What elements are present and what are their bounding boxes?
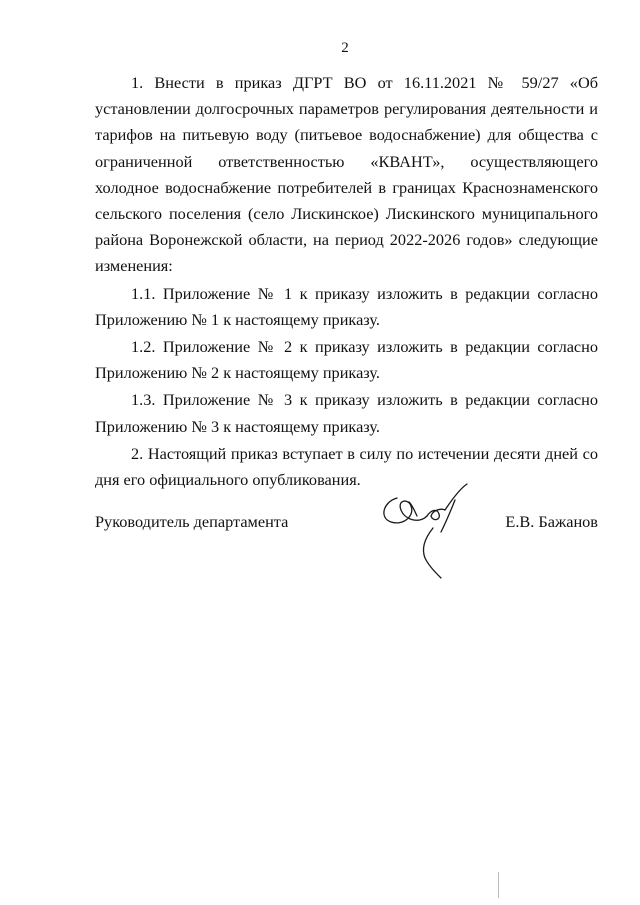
signatory-title: Руководитель департамента <box>95 512 289 531</box>
paragraph-item-1-1: 1.1. Приложение № 1 к приказу изложить в редакции согласно Приложению № 1 к настоящему приказу. <box>95 283 598 329</box>
paragraph-item-1-2: 1.2. Приложение № 2 к приказу изложить в редакции согласно Приложению № 2 к настоящему приказу. <box>95 337 598 383</box>
paragraph-item-1: 1. Внести в приказ ДГРТ ВО от 16.11.2021 № 59/27 «Об установлении долгосрочных параметров регулирования деятельности и тарифов на питьевую воду (питьевое водоснабжение) для общества с ограниченной ответственностью «КВАНТ», осуществляющего холодное водоснабжение потребителей в границах Краснознаменского сельского поселения (село Лискинское) Лискинского муниципального района Воронежской области, на период 2022-2026 годов» следующие изменения: <box>95 73 598 276</box>
handwritten-signature <box>375 480 485 585</box>
paragraph-item-1-3: 1.3. Приложение № 3 к приказу изложить в редакции согласно Приложению № 3 к настоящему приказу. <box>95 390 598 436</box>
signatory-name: Е.В. Бажанов <box>505 512 598 531</box>
page-number: 2 <box>341 40 349 56</box>
paragraph-item-2: 2. Настоящий приказ вступает в силу по истечении десяти дней со дня его официального опубликования. <box>95 443 598 490</box>
document-body <box>95 70 598 494</box>
signature-block <box>95 512 598 542</box>
scan-artifact-line <box>498 872 499 898</box>
